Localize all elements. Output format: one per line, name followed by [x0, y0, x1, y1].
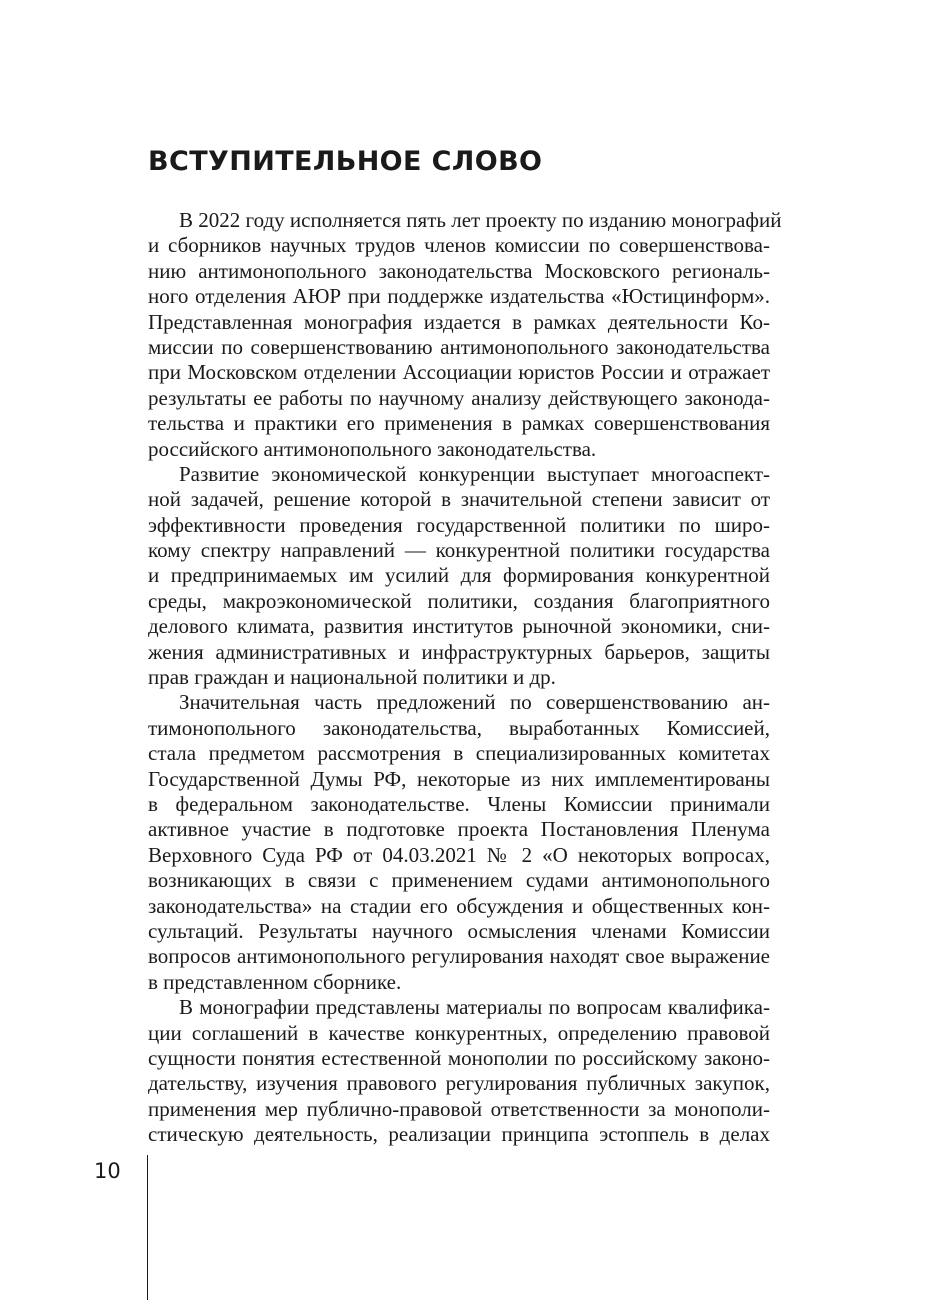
text-line: миссии по совершенствованию антимонопольного законодательства	[148, 334, 770, 359]
text-line: жения административных и инфраструктурных барьеров, защиты	[148, 639, 770, 664]
page-number: 10	[94, 1159, 121, 1183]
section-heading: ВСТУПИТЕЛЬНОЕ СЛОВО	[148, 146, 543, 177]
text-line: тимонопольного законодательства, выработанных Комиссией,	[148, 715, 770, 740]
text-line: эффективности проведения государственной политики по широ-	[148, 512, 770, 537]
text-line: кому спектру направлений — конкурентной политики государства	[148, 538, 770, 563]
text-line: В монографии представлены материалы по вопросам квалифика-	[179, 995, 770, 1020]
text-line: активное участие в подготовке проекта Постановления Пленума	[148, 817, 770, 842]
text-line: В 2022 году исполняется пять лет проекту по изданию монографий	[179, 208, 782, 232]
text-line: тельства и практики его применения в рамках совершенствования	[148, 411, 770, 436]
text-line: делового климата, развития институтов рыночной экономики, сни-	[148, 614, 770, 639]
text-line: в федеральном законодательстве. Члены Комиссии принимали	[148, 791, 770, 816]
body-text	[148, 208, 782, 1147]
text-line: применения мер публично-правовой ответственности за монополи-	[148, 1096, 770, 1121]
text-line: Развитие экономической конкуренции выступает многоаспект-	[179, 461, 770, 486]
text-line: прав граждан и национальной политики и др.	[148, 665, 556, 690]
text-line: Представленная монография издается в рамках деятельности Ко-	[148, 309, 770, 334]
text-line: нию антимонопольного законодательства Московского региональ-	[148, 258, 770, 283]
text-line: ции соглашений в качестве конкурентных, определению правовой	[148, 1020, 770, 1045]
paragraph	[148, 208, 782, 462]
text-line: ной задачей, решение которой в значительной степени зависит от	[148, 487, 770, 512]
text-line: законодательства» на стадии его обсуждения и общественных кон-	[148, 893, 770, 918]
text-line: результаты ее работы по научному анализу действующего законода-	[148, 385, 770, 410]
text-line: российского антимонопольного законодательства.	[148, 436, 597, 461]
text-line: Значительная часть предложений по совершенствованию ан-	[179, 690, 770, 715]
margin-rule	[147, 1155, 148, 1300]
text-line: Верховного Суда РФ от 04.03.2021 № 2 «О некоторых вопросах,	[148, 842, 770, 867]
text-line: вопросов антимонопольного регулирования находят свое выражение	[148, 944, 770, 969]
text-line: и предпринимаемых им усилий для формирования конкурентной	[148, 563, 770, 588]
text-line: ного отделения АЮР при поддержке издательства «Юстицинформ».	[148, 284, 770, 309]
paragraph	[148, 995, 770, 1147]
text-line: дательству, изучения правового регулирования публичных закупок,	[148, 1071, 770, 1096]
text-line: стическую деятельность, реализации принципа эстоппель в делах	[148, 1122, 770, 1147]
text-line: среды, макроэкономической политики, создания благоприятного	[148, 588, 770, 613]
text-line: в представленном сборнике.	[148, 969, 402, 994]
text-line: сущности понятия естественной монополии по российскому законо-	[148, 1045, 770, 1070]
text-line: и сборников научных трудов членов комиссии по совершенствова-	[148, 233, 770, 258]
text-line: сультаций. Результаты научного осмысления членами Комиссии	[148, 918, 770, 943]
paragraph	[148, 690, 770, 995]
paragraph	[148, 462, 770, 691]
text-line: при Московском отделении Ассоциации юристов России и отражает	[148, 360, 770, 385]
text-line: Государственной Думы РФ, некоторые из них имплементированы	[148, 766, 770, 791]
text-line: возникающих в связи с применением судами антимонопольного	[148, 868, 770, 893]
text-line: стала предметом рассмотрения в специализированных комитетах	[148, 741, 770, 766]
